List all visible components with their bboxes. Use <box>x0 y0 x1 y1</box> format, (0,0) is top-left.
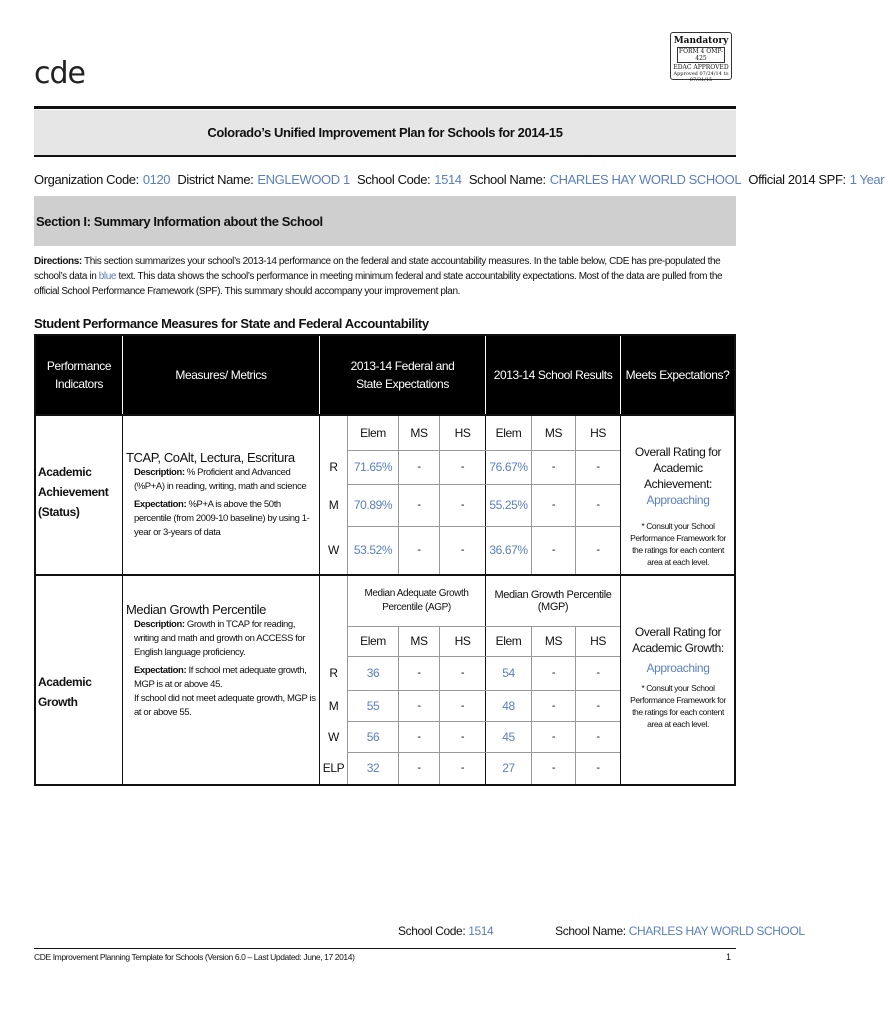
achievement-rating-value: Approaching <box>646 493 710 507</box>
growth-rating-note: * Consult your School Performance Framework for the ratings for each content area at each level. <box>630 683 726 729</box>
performance-table-heading: Student Performance Measures for State and Federal Accountability <box>34 316 429 331</box>
header-performance-indicators: Performance Indicators <box>36 336 122 414</box>
directions-part-1: This section summarizes your school’s 2013-14 performance on the federal and state accountability measures. In the table below, CDE has pre-populated the school’s data in <box>34 256 721 282</box>
ach-r-res-elem: 76.67% <box>489 460 528 474</box>
divider-results <box>620 416 621 784</box>
ach-subject-r: R <box>329 460 338 474</box>
ach-w-res-ms: - <box>551 544 556 556</box>
growth-rating-value: Approaching <box>646 661 710 675</box>
achievement-expectation-label: Expectation: <box>134 499 187 510</box>
achievement-rating-note: * Consult your School Performance Framework for the ratings for each content area at each level. <box>630 521 726 567</box>
growth-expectation <box>126 664 316 692</box>
growth-elp-res-hs: - <box>596 762 600 774</box>
growth-elp-res-elem: 27 <box>502 761 515 775</box>
achievement-description <box>126 466 316 494</box>
growth-w-exp-elem: 56 <box>366 729 380 744</box>
spf-label: Official 2014 SPF: <box>748 172 846 187</box>
section-title: Section I: Summary Information about the School <box>34 196 736 246</box>
mandatory-form-stamp <box>670 32 732 83</box>
stamp-line-3: EDAC APPROVED <box>673 64 729 71</box>
indicator-academic-achievement: Academic Achievement (Status) <box>38 465 109 519</box>
growth-w-exp-hs: - <box>460 730 465 743</box>
ach-subject-m: M <box>328 498 339 512</box>
achievement-expectation-text: %P+A is above the 50th percentile (from 2009-10 baseline) by using 1-year or 3-years of data <box>134 499 310 538</box>
growth-elp-exp-elem: 32 <box>366 761 380 775</box>
school-name-value: CHARLES HAY WORLD SCHOOL <box>549 172 742 187</box>
growth-r-exp-hs: - <box>460 667 465 679</box>
footer-school-name-label: School Name: <box>555 924 626 938</box>
growth-description <box>126 618 316 660</box>
growth-elp-exp-hs: - <box>460 762 465 774</box>
ach-r-exp-elem: 71.65% <box>353 460 393 474</box>
org-code-value: 0120 <box>142 172 171 187</box>
ach-r-exp-hs: - <box>460 461 465 473</box>
directions-blue-word: blue <box>98 271 117 282</box>
growth-subject-m: M <box>328 698 339 713</box>
header-expectations: 2013-14 Federal and State Expectations <box>320 336 485 414</box>
district-value: ENGLEWOOD 1 <box>257 172 350 187</box>
school-code-label: School Code: <box>357 172 431 187</box>
ach-r-res-hs: - <box>596 461 600 473</box>
ach-m-res-hs: - <box>596 499 600 511</box>
achievement-description-label: Description: <box>134 467 185 478</box>
organization-info-line <box>34 172 888 187</box>
directions-part-2: text. This data shows the school’s performance in meeting minimum federal and state accountability expectations. Most of the data are pulled from the official School Performance Framework (SPF). This summary should accompany your improvement plan. <box>34 271 723 297</box>
growth-w-res-ms: - <box>551 730 556 743</box>
ach-w-exp-elem: 53.52% <box>353 543 393 557</box>
footer-rule <box>34 948 736 949</box>
growth-r-exp-elem: 36 <box>366 666 380 680</box>
growth-m-res-ms: - <box>551 699 556 712</box>
ach-m-exp-hs: - <box>460 499 465 511</box>
ach-w-res-elem: 36.67% <box>489 543 528 557</box>
achievement-rating-block <box>624 444 732 568</box>
ach-m-res-ms: - <box>551 499 556 511</box>
stamp-line-2: FORM 4 OMP-425 <box>678 48 724 62</box>
footer-school-code-label: School Code: <box>398 924 466 938</box>
footer-school-name-value: CHARLES HAY WORLD SCHOOL <box>628 924 805 938</box>
growth-m-exp-hs: - <box>460 699 465 712</box>
growth-res-elem-header: Elem <box>495 634 522 648</box>
growth-expectation-label: Expectation: <box>134 665 187 676</box>
stamp-line-4: Approved 07/24/14 to 07/31/15 <box>673 71 729 83</box>
achievement-rating-title: Overall Rating for Academic Achievement: <box>634 445 722 491</box>
growth-subject-r: R <box>329 666 338 680</box>
ach-w-exp-ms: - <box>417 544 421 556</box>
growth-r-res-ms: - <box>551 667 556 679</box>
growth-exp-hs-header: HS <box>454 634 471 648</box>
ach-m-exp-ms: - <box>417 499 421 511</box>
achievement-metric-block <box>126 450 316 540</box>
header-school-results: 2013-14 School Results <box>486 336 620 414</box>
ach-r-res-ms: - <box>551 461 556 473</box>
ach-m-res-elem: 55.25% <box>489 498 528 512</box>
org-code-label: Organization Code: <box>34 172 139 187</box>
spf-value: 1 Year <box>849 172 885 187</box>
ach-exp-hs-header: HS <box>454 426 471 440</box>
agp-header: Median Adequate Growth Percentile (AGP) <box>364 588 469 613</box>
district-label: District Name: <box>177 172 254 187</box>
stamp-line-1: Mandatory <box>673 36 729 46</box>
performance-table <box>34 334 736 786</box>
cde-logo: cde <box>34 56 85 91</box>
growth-m-exp-ms: - <box>417 699 421 712</box>
ach-w-exp-hs: - <box>460 544 465 556</box>
growth-m-res-hs: - <box>596 699 600 712</box>
footer-school-code-value: 1514 <box>468 924 494 938</box>
growth-r-exp-ms: - <box>417 667 421 679</box>
growth-rating-block <box>624 624 732 730</box>
ach-subject-w: W <box>328 543 339 557</box>
growth-expectation-2: If school did not meet adequate growth, MGP is at or above 55. <box>134 693 316 718</box>
growth-subject-w: W <box>328 729 339 744</box>
ach-w-res-hs: - <box>596 544 600 556</box>
top-rule <box>34 106 736 109</box>
growth-metric-block <box>126 602 316 720</box>
growth-subject-elp: ELP <box>322 761 345 775</box>
ach-r-exp-ms: - <box>417 461 421 473</box>
growth-expectation-text: If school met adequate growth, MGP is at or above 45. <box>134 665 307 690</box>
header-meets-expectations: Meets Expectations? <box>621 336 734 414</box>
footer-school-info <box>398 924 805 938</box>
growth-m-res-elem: 48 <box>502 698 515 713</box>
growth-w-res-elem: 45 <box>502 729 515 744</box>
ach-m-exp-elem: 70.89% <box>353 498 393 512</box>
school-code-value: 1514 <box>434 172 462 187</box>
indicator-academic-growth: Academic Growth <box>38 675 92 709</box>
mgp-header: Median Growth Percentile (MGP) <box>494 589 612 613</box>
achievement-metric-title: TCAP, CoAlt, Lectura, Escritura <box>126 450 295 465</box>
growth-metric-title: Median Growth Percentile <box>126 602 266 617</box>
growth-exp-elem-header: Elem <box>360 634 386 648</box>
page-number: 1 <box>726 952 732 962</box>
ach-exp-ms-header: MS <box>410 426 428 440</box>
growth-description-label: Description: <box>134 619 185 630</box>
growth-r-res-elem: 54 <box>502 666 515 680</box>
divider-indicators <box>122 416 123 784</box>
growth-description-text: Growth in TCAP for reading, writing and math and growth on ACCESS for English language proficiency. <box>134 619 306 658</box>
growth-res-ms-header: MS <box>544 634 563 648</box>
growth-elp-res-ms: - <box>551 762 556 774</box>
growth-r-res-hs: - <box>596 667 600 679</box>
achievement-expectation <box>126 498 316 540</box>
growth-m-exp-elem: 55 <box>366 698 380 713</box>
ach-res-hs-header: HS <box>590 426 606 440</box>
growth-elp-exp-ms: - <box>417 762 421 774</box>
footer-template-note: CDE Improvement Planning Template for Schools (Version 6.0 – Last Updated: June, 17 2014) <box>34 952 355 962</box>
growth-res-hs-header: HS <box>590 634 606 648</box>
directions-text <box>34 254 736 299</box>
growth-rating-title: Overall Rating for Academic Growth: <box>632 625 724 655</box>
header-measures-metrics: Measures/ Metrics <box>123 336 319 414</box>
growth-exp-ms-header: MS <box>410 634 428 648</box>
page-title: Colorado’s Unified Improvement Plan for Schools for 2014-15 <box>34 110 736 157</box>
growth-w-res-hs: - <box>596 730 600 743</box>
ach-exp-elem-header: Elem <box>360 426 386 440</box>
directions-label: Directions: <box>34 256 82 267</box>
ach-res-elem-header: Elem <box>495 426 522 440</box>
school-name-label: School Name: <box>468 172 546 187</box>
achievement-description-text: % Proficient and Advanced (%P+A) in reading, writing, math and science <box>134 467 307 492</box>
ach-res-ms-header: MS <box>544 426 563 440</box>
growth-w-exp-ms: - <box>417 730 421 743</box>
